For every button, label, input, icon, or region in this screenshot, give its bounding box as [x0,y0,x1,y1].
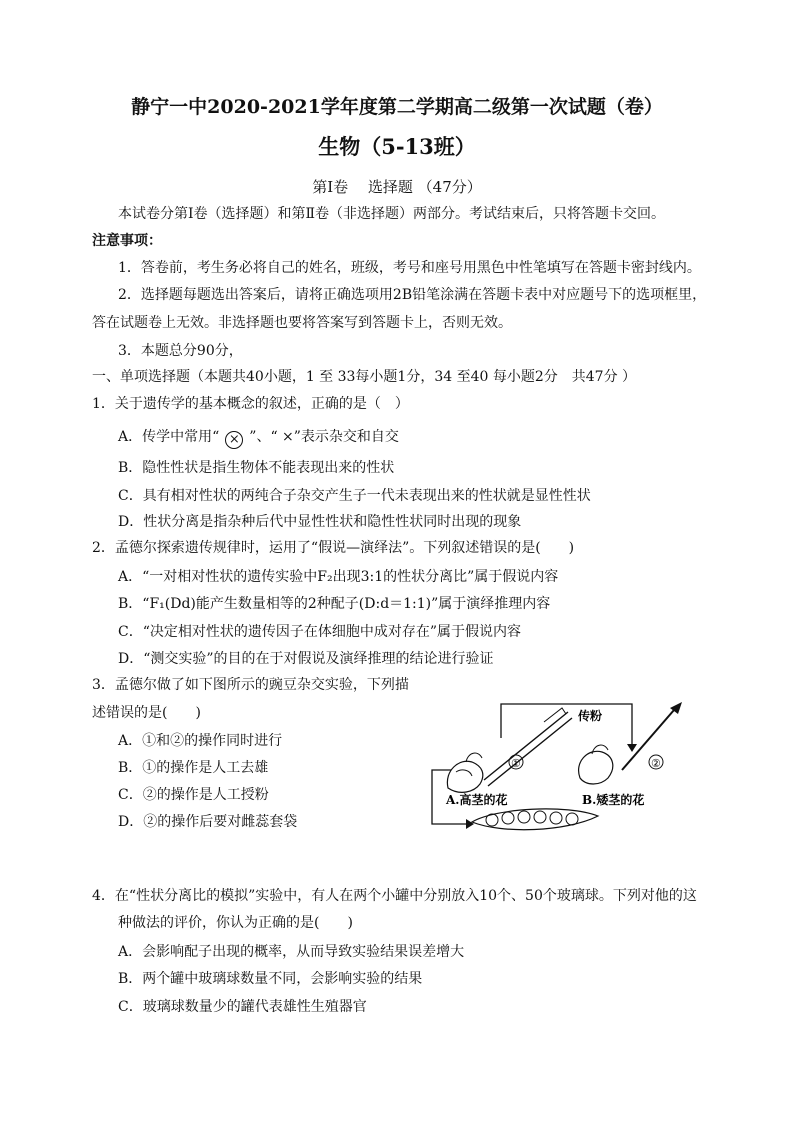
label-step-2: ② [651,757,661,770]
q4-stem: 4．在“性状分离比的模拟”实验中，有人在两个小罐中分别放入10个、50个玻璃球。下列对他的这 [92,888,697,904]
intro-text: 本试卷分第Ⅰ卷（选择题）和第Ⅱ卷（非选择题）两部分。考试结束后，只将答题卡交回。 [118,206,666,222]
q2-stem: 2．孟德尔探索遗传规律时，运用了“假说—演绎法”。下列叙述错误的是( ) [92,540,575,556]
q3-option-d: D．②的操作后要对雌蕊套袋 [118,814,298,830]
q4-option-c: C．玻璃球数量少的罐代表雄性生殖器官 [118,999,367,1015]
q2-option-d: D．“测交实验”的目的在于对假说及演绎推理的结论进行验证 [118,651,494,667]
note-2-cont: 答在试题卷上无效。非选择题也要将答案写到答题卡上，否则无效。 [92,315,512,331]
q1-option-a-pre: A．传学中常用“ [118,429,220,445]
q4-stem-cont: 种做法的评价，你认为正确的是( ) [118,915,353,931]
q4-option-b: B．两个罐中玻璃球数量不同，会影响实验的结果 [118,971,423,987]
notes-heading: 注意事项： [92,233,162,249]
section-one-heading: 一、单项选择题（本题共40小题，1 至 33每小题1分，34 至40 每小题2分 共47分 ） [92,369,637,385]
q1-option-a [118,426,399,449]
label-step-1: ① [511,757,521,770]
q1-option-c: C．具有相对性状的两纯合子杂交产生子一代未表现出来的性状就是显性性状 [118,488,591,504]
q1-option-b: B．隐性性状是指生物体不能表现出来的性状 [118,460,395,476]
note-2: 2．选择题每题选出答案后，请将正确选项用2B铅笔涂满在答题卡表中对应题号下的选项框里， [118,287,707,303]
q3-option-c: C．②的操作是人工授粉 [118,787,269,803]
q1-option-a-post: ”、“ ×”表示杂交和自交 [249,429,399,445]
q3-option-a: A．①和②的操作同时进行 [118,733,283,749]
q4-option-a: A．会影响配子出现的概率，从而导致实验结果误差增大 [118,944,465,960]
note-3: 3．本题总分90分， [118,343,243,359]
section-heading: 第Ⅰ卷 选择题 （47分） [312,178,482,196]
q3-stem: 3．孟德尔做了如下图所示的豌豆杂交实验，下列描 [92,677,409,693]
q1-stem: 1．关于遗传学的基本概念的叙述，正确的是（ ） [92,396,409,412]
q2-option-b: B．“F₁(Dd)能产生数量相等的2种配子(D:d＝1:1)”属于演绎推理内容 [118,596,551,612]
note-1: 1．答卷前，考生务必将自己的姓名，班级，考号和座号用黑色中性笔填写在答题卡密封线内。 [118,260,701,276]
q2-option-a: A．“一对相对性状的遗传实验中F₂出现3:1的性状分离比”属于假说内容 [118,569,559,585]
exam-subtitle: 生物（5-13班） [318,134,476,159]
label-tall-flower: A.高茎的花 [446,793,508,807]
pea-figure-drawing [426,700,696,832]
label-pollination: 传粉 [578,709,603,723]
exam-title: 静宁一中2020-2021学年度第二学期高二级第一次试题（卷） [131,96,663,118]
q3-stem-cont: 述错误的是( ) [92,705,201,721]
cross-symbol-icon: × [225,431,243,449]
q3-option-b: B．①的操作是人工去雄 [118,760,269,776]
q2-option-c: C．“决定相对性状的遗传因子在体细胞中成对存在”属于假说内容 [118,624,522,640]
q1-option-d: D．性状分离是指杂种后代中显性性状和隐性性状同时出现的现象 [118,514,522,530]
pea-hybridization-figure [426,700,696,832]
label-short-flower: B.矮茎的花 [582,793,645,807]
